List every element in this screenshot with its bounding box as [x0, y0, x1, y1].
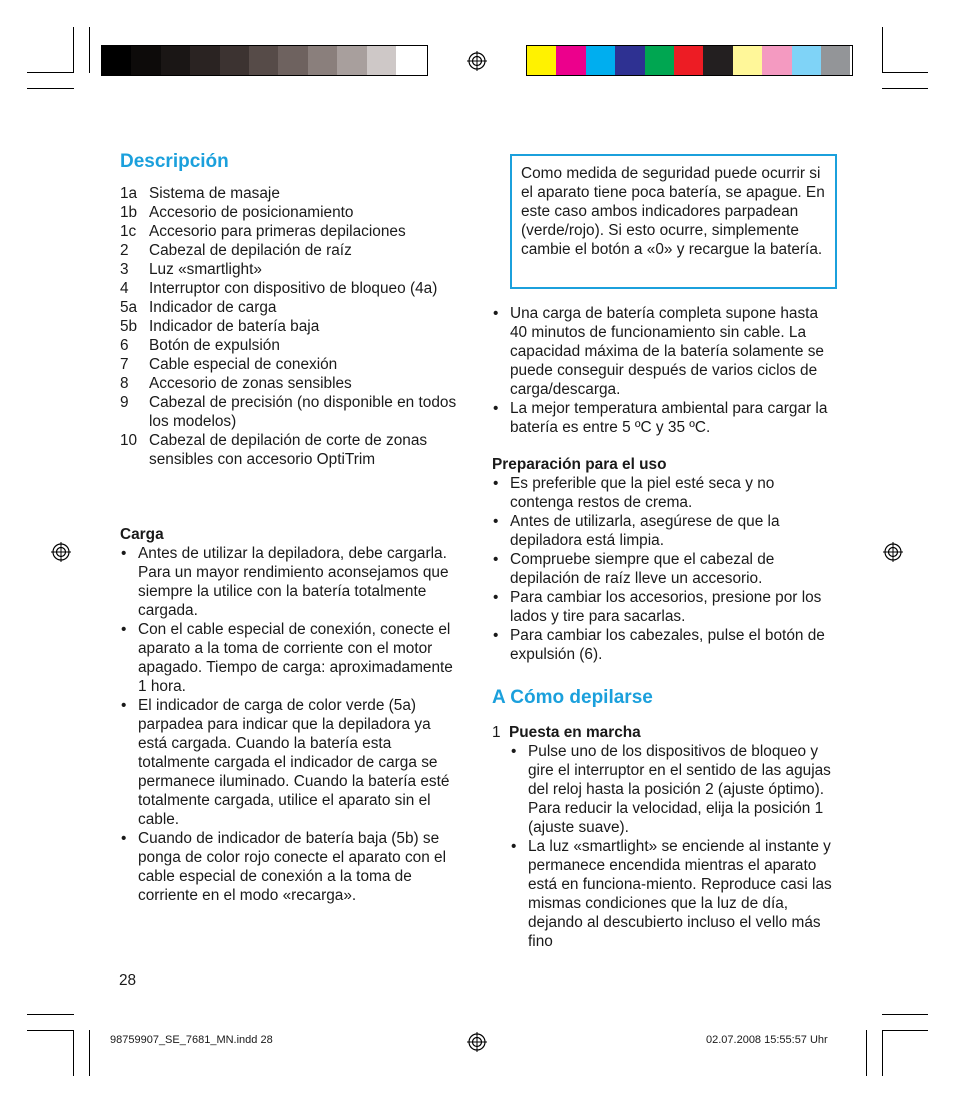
- color-swatch: [674, 46, 703, 75]
- crop-mark: [882, 1030, 928, 1031]
- crop-mark: [89, 27, 90, 73]
- prep-list: [492, 474, 837, 664]
- part-label: Cabezal de precisión (no disponible en todos los modelos): [149, 394, 457, 430]
- color-swatch: [337, 46, 366, 75]
- bullet-item: • Una carga de batería completa supone hasta 40 minutos de funcionamiento sin cable. La capacidad máxima de la batería solamente se puede conseguir después de varios ciclos de carga/descarga.: [492, 304, 837, 399]
- color-swatch: [190, 46, 219, 75]
- part-item: [120, 317, 460, 336]
- part-item: [120, 184, 460, 203]
- color-swatch: [102, 46, 131, 75]
- bullet-item: • Es preferible que la piel esté seca y no contenga restos de crema.: [492, 474, 837, 512]
- part-number: 6: [120, 337, 129, 354]
- part-label: Cabezal de depilación de corte de zonas sensibles con accesorio OptiTrim: [149, 432, 428, 468]
- carga-section: [120, 525, 460, 905]
- bullet-item: • Antes de utilizarla, asegúrese de que la depiladora está limpia.: [492, 512, 837, 550]
- bullet-item: • Cuando de indicador de batería baja (5b) se ponga de color rojo conecte el aparato con el cable especial de conexión a la toma de corriente en el modo «recarga».: [120, 829, 460, 905]
- step-header: [492, 723, 837, 742]
- part-number: 1c: [120, 223, 137, 240]
- color-swatch: [308, 46, 337, 75]
- registration-mark-icon: [51, 542, 71, 562]
- bullet-item: • Para cambiar los accesorios, presione por los lados y tire para sacarlas.: [492, 588, 837, 626]
- carga-heading: Carga: [120, 526, 164, 543]
- part-number: 9: [120, 394, 129, 411]
- part-item: [120, 222, 460, 241]
- color-swatch: [586, 46, 615, 75]
- crop-mark: [89, 1030, 90, 1076]
- bullet-item: • La luz «smartlight» se enciende al instante y permanece encendida mientras el aparato está en funciona-miento. Reproduce casi las mismas condiciones que la luz de día, dejando al descubierto incluso el vello más fino: [510, 837, 837, 951]
- crop-mark: [882, 1014, 928, 1015]
- color-swatch: [161, 46, 190, 75]
- crop-mark: [27, 72, 74, 73]
- footer-file: 98759907_SE_7681_MN.indd 28: [110, 1034, 273, 1046]
- part-number: 3: [120, 261, 129, 278]
- step-list: [510, 742, 837, 951]
- heading-como-depilarse: A Cómo depilarse: [492, 687, 653, 708]
- color-swatch: [131, 46, 160, 75]
- color-swatch: [792, 46, 821, 75]
- page-number: 28: [119, 972, 137, 989]
- color-swatch: [703, 46, 732, 75]
- part-number: 5a: [120, 299, 138, 316]
- part-label: Accesorio para primeras depilaciones: [149, 223, 406, 240]
- safety-note-text: Como medida de seguridad puede ocurrir si el aparato tiene poca batería, se apague. En este caso ambos indicadores parpadean (verde/rojo). Si esto ocurre, simplemente cambie el botón a «0» y recargue la batería.: [521, 165, 825, 258]
- crop-mark: [73, 27, 74, 73]
- right-column: [492, 304, 837, 664]
- crop-mark: [866, 1030, 867, 1076]
- part-item: [120, 260, 460, 279]
- registration-mark-icon: [467, 1032, 487, 1052]
- part-item: [120, 374, 460, 393]
- part-label: Cable especial de conexión: [149, 356, 338, 373]
- color-swatch: [556, 46, 585, 75]
- parts-list: [120, 184, 460, 469]
- crop-mark: [73, 1030, 74, 1076]
- part-item: [120, 241, 460, 260]
- crop-mark: [27, 1014, 74, 1015]
- step-title: Puesta en marcha: [509, 724, 641, 741]
- color-swatch: [220, 46, 249, 75]
- part-label: Accesorio de zonas sensibles: [149, 375, 352, 392]
- part-number: 1b: [120, 204, 138, 221]
- part-number: 2: [120, 242, 129, 259]
- bullet-item: • Antes de utilizar la depiladora, debe cargarla. Para un mayor rendimiento aconsejamos que siempre la utilice con la batería totalmente cargada.: [120, 544, 460, 620]
- crop-mark: [27, 1030, 74, 1031]
- grayscale-color-bar: [101, 45, 428, 76]
- color-swatch: [645, 46, 674, 75]
- part-label: Indicador de batería baja: [149, 318, 320, 335]
- part-label: Botón de expulsión: [149, 337, 280, 354]
- process-color-bar: [526, 45, 853, 76]
- footer-datetime: 02.07.2008 15:55:57 Uhr: [706, 1034, 828, 1046]
- part-label: Interruptor con dispositivo de bloqueo (4a): [149, 280, 438, 297]
- crop-mark: [27, 88, 74, 89]
- part-label: Accesorio de posicionamiento: [149, 204, 354, 221]
- part-item: [120, 336, 460, 355]
- color-swatch: [527, 46, 556, 75]
- part-label: Cabezal de depilación de raíz: [149, 242, 352, 259]
- part-number: 7: [120, 356, 129, 373]
- bullet-item: • Con el cable especial de conexión, conecte el aparato a la toma de corriente con el motor apagado. Tiempo de carga: aproximadamente 1 hora.: [120, 620, 460, 696]
- carga-list: [120, 544, 460, 905]
- crop-mark: [882, 72, 928, 73]
- color-swatch: [249, 46, 278, 75]
- part-number: 1a: [120, 185, 138, 202]
- battery-list: [492, 304, 837, 437]
- part-number: 8: [120, 375, 129, 392]
- bullet-item: • Para cambiar los cabezales, pulse el botón de expulsión (6).: [492, 626, 837, 664]
- heading-descripcion: Descripción: [120, 151, 229, 172]
- part-label: Luz «smartlight»: [149, 261, 262, 278]
- part-label: Indicador de carga: [149, 299, 277, 316]
- color-swatch: [762, 46, 791, 75]
- color-swatch: [733, 46, 762, 75]
- color-swatch: [821, 46, 850, 75]
- part-item: [120, 298, 460, 317]
- bullet-item: • El indicador de carga de color verde (5a) parpadea para indicar que la depiladora ya está cargada. Cuando la batería esta totalmente cargada el indicador de carga se permanece iluminado. Cuando la batería esté totalmente cargada, utilice el aparato sin el cable.: [120, 696, 460, 829]
- part-number: 4: [120, 280, 129, 297]
- crop-mark: [882, 1030, 883, 1076]
- part-number: 5b: [120, 318, 138, 335]
- left-column: [120, 151, 460, 469]
- bullet-item: • Compruebe siempre que el cabezal de depilación de raíz lleve un accesorio.: [492, 550, 837, 588]
- registration-mark-icon: [883, 542, 903, 562]
- prep-heading: Preparación para el uso: [492, 456, 667, 473]
- color-swatch: [615, 46, 644, 75]
- color-swatch: [367, 46, 396, 75]
- part-label: Sistema de masaje: [149, 185, 280, 202]
- part-item: [120, 431, 460, 469]
- part-item: [120, 203, 460, 222]
- part-item: [120, 279, 460, 298]
- crop-mark: [882, 88, 928, 89]
- safety-note-box: [510, 154, 837, 289]
- registration-mark-icon: [467, 51, 487, 71]
- color-swatch: [396, 46, 425, 75]
- crop-mark: [882, 27, 883, 73]
- bullet-item: • La mejor temperatura ambiental para cargar la batería es entre 5 ºC y 35 ºC.: [492, 399, 837, 437]
- step-number: 1: [492, 724, 501, 741]
- part-item: [120, 393, 460, 431]
- bullet-item: • Pulse uno de los dispositivos de bloqueo y gire el interruptor en el sentido de las agujas del reloj hasta la posición 2 (ajuste óptimo). Para reducir la velocidad, elija la posición 1 (ajuste suave).: [510, 742, 837, 837]
- part-number: 10: [120, 432, 138, 449]
- part-item: [120, 355, 460, 374]
- section-a: [492, 687, 837, 951]
- color-swatch: [278, 46, 307, 75]
